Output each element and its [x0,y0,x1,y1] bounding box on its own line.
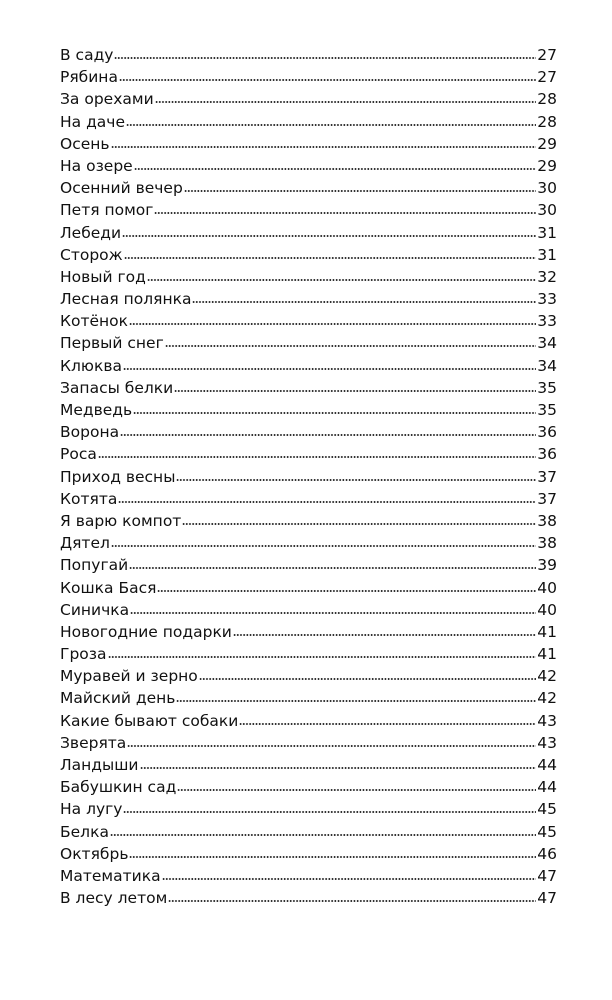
dot-leader [108,656,537,658]
toc-entry-page-number: 30 [537,201,557,220]
dot-leader [239,723,536,725]
toc-entry-page-number: 29 [537,134,557,153]
toc-entry [60,532,557,554]
toc-entry-title: Октябрь [60,844,129,863]
dot-leader [155,101,537,103]
dot-leader [157,590,536,592]
toc-entry [60,710,557,732]
toc-entry-page-number: 45 [537,822,557,841]
dot-leader [111,146,537,148]
toc-entry-page-number: 34 [537,334,557,353]
dot-leader [162,878,537,880]
toc-entry-title: В лесу летом [60,889,168,908]
dot-leader [129,856,536,858]
toc-entry-page-number: 30 [537,179,557,198]
toc-entry-title: На даче [60,112,125,131]
toc-entry-page-number: 37 [537,489,557,508]
toc-entry-page-number: 31 [537,223,557,242]
dot-leader [133,412,536,414]
toc-entry [60,133,557,155]
dot-leader [129,567,536,569]
toc-entry [60,488,557,510]
toc-entry-title: Котята [60,489,118,508]
toc-entry-page-number: 47 [537,866,557,885]
toc-entry-page-number: 40 [537,578,557,597]
toc-entry-page-number: 27 [537,46,557,64]
dot-leader [174,390,536,392]
toc-entry-page-number: 28 [537,90,557,109]
toc-entry [60,887,557,909]
toc-entry [60,399,557,421]
dot-leader [165,345,537,347]
toc-entry [60,599,557,621]
toc-entry [60,821,557,843]
toc-entry-page-number: 38 [537,511,557,530]
dot-leader [122,235,536,237]
toc-entry-page-number: 36 [537,445,557,464]
toc-entry-title: Кошка Бася [60,578,157,597]
toc-entry [60,155,557,177]
toc-entry-title: Новогодние подарки [60,622,232,641]
toc-entry-title: Ворона [60,423,120,442]
toc-entry-title: Муравей и зерно [60,667,198,686]
toc-entry-title: Белка [60,822,109,841]
toc-entry-page-number: 41 [537,622,557,641]
toc-entry-page-number: 36 [537,423,557,442]
toc-entry-title: Лебеди [60,223,122,242]
toc-entry-page-number: 40 [537,600,557,619]
dot-leader [98,456,536,458]
toc-entry [60,843,557,865]
toc-entry [60,732,557,754]
toc-entry-page-number: 46 [537,844,557,863]
toc-entry [60,776,557,798]
toc-entry [60,421,557,443]
toc-entry-title: Майский день [60,689,176,708]
toc-entry [60,687,557,709]
toc-entry-page-number: 38 [537,534,557,553]
toc-entry [60,88,557,110]
toc-entry-title: Ландыши [60,756,139,774]
toc-entry-title: Котёнок [60,312,129,331]
toc-entry [60,665,557,687]
toc-entry [60,44,557,66]
toc-entry [60,577,557,599]
toc-entry-title: Петя помог [60,201,154,220]
dot-leader [126,124,536,126]
dot-leader [118,501,536,503]
dot-leader [176,479,536,481]
dot-leader [119,79,536,81]
toc-entry [60,377,557,399]
toc-entry [60,222,557,244]
toc-entry-title: За орехами [60,90,154,109]
toc-entry-title: Рябина [60,68,118,87]
dot-leader [182,523,536,525]
dot-leader [140,767,537,769]
dot-leader [154,212,536,214]
toc-entry [60,865,557,887]
dot-leader [233,634,536,636]
toc-entry-page-number: 31 [537,245,557,264]
toc-entry-title: Осенний вечер [60,179,183,198]
toc-entry [60,355,557,377]
toc-entry-page-number: 28 [537,112,557,131]
dot-leader [134,168,537,170]
toc-entry-title: Лесная полянка [60,290,192,309]
toc-entry-title: В саду [60,46,114,64]
dot-leader [129,323,536,325]
toc-entry-title: Какие бывают собаки [60,711,239,730]
toc-entry-page-number: 42 [537,667,557,686]
toc-entry [60,266,557,288]
toc-entry-title: Математика [60,866,161,885]
toc-entry [60,510,557,532]
toc-entry-title: Попугай [60,556,129,575]
dot-leader [192,301,536,303]
toc-entry-title: На лугу [60,800,123,819]
toc-entry-title: Зверята [60,733,127,752]
toc-entry [60,554,557,576]
dot-leader [110,834,536,836]
toc-entry [60,199,557,221]
table-of-contents [60,44,557,909]
toc-entry-page-number: 34 [537,356,557,375]
toc-entry [60,288,557,310]
toc-entry [60,177,557,199]
toc-entry [60,66,557,88]
toc-entry-title: Сторож [60,245,123,264]
toc-entry-page-number: 39 [537,556,557,575]
toc-entry [60,754,557,776]
toc-entry-page-number: 29 [537,156,557,175]
toc-entry-title: Первый снег [60,334,164,353]
toc-entry-title: Синичка [60,600,130,619]
toc-entry-title: На озере [60,156,133,175]
toc-entry [60,621,557,643]
toc-entry-page-number: 35 [537,378,557,397]
dot-leader [114,57,536,59]
toc-entry-title: Бабушкин сад [60,778,177,797]
dot-leader [123,368,536,370]
toc-entry [60,798,557,820]
toc-entry-page-number: 37 [537,467,557,486]
dot-leader [177,789,536,791]
dot-leader [199,678,536,680]
dot-leader [184,190,536,192]
dot-leader [111,545,536,547]
toc-entry-page-number: 33 [537,290,557,309]
toc-entry-page-number: 27 [537,68,557,87]
toc-entry-page-number: 45 [537,800,557,819]
toc-entry [60,443,557,465]
dot-leader [124,257,537,259]
dot-leader [176,700,536,702]
toc-entry [60,310,557,332]
toc-entry-page-number: 44 [537,778,557,797]
toc-entry-page-number: 35 [537,401,557,419]
toc-entry-title: Роса [60,445,97,464]
toc-entry [60,244,557,266]
toc-entry-title: Гроза [60,645,107,664]
toc-entry-title: Приход весны [60,467,176,486]
toc-entry-title: Медведь [60,401,133,419]
toc-entry-title: Дятел [60,534,110,553]
toc-entry-page-number: 43 [537,733,557,752]
toc-entry [60,332,557,354]
dot-leader [123,811,536,813]
toc-entry [60,466,557,488]
toc-entry-title: Новый год [60,267,146,286]
toc-entry-page-number: 33 [537,312,557,331]
toc-entry-page-number: 42 [537,689,557,708]
dot-leader [147,279,536,281]
toc-entry [60,111,557,133]
toc-entry-title: Клюква [60,356,122,375]
dot-leader [130,612,536,614]
toc-entry [60,643,557,665]
toc-entry-title: Осень [60,134,110,153]
toc-entry-page-number: 32 [537,267,557,286]
dot-leader [127,745,536,747]
toc-entry-page-number: 44 [537,756,557,774]
dot-leader [168,900,536,902]
toc-entry-page-number: 43 [537,711,557,730]
dot-leader [120,434,536,436]
toc-entry-page-number: 41 [537,645,557,664]
toc-entry-page-number: 47 [537,889,557,908]
toc-entry-title: Я варю компот [60,511,182,530]
toc-entry-title: Запасы белки [60,378,174,397]
